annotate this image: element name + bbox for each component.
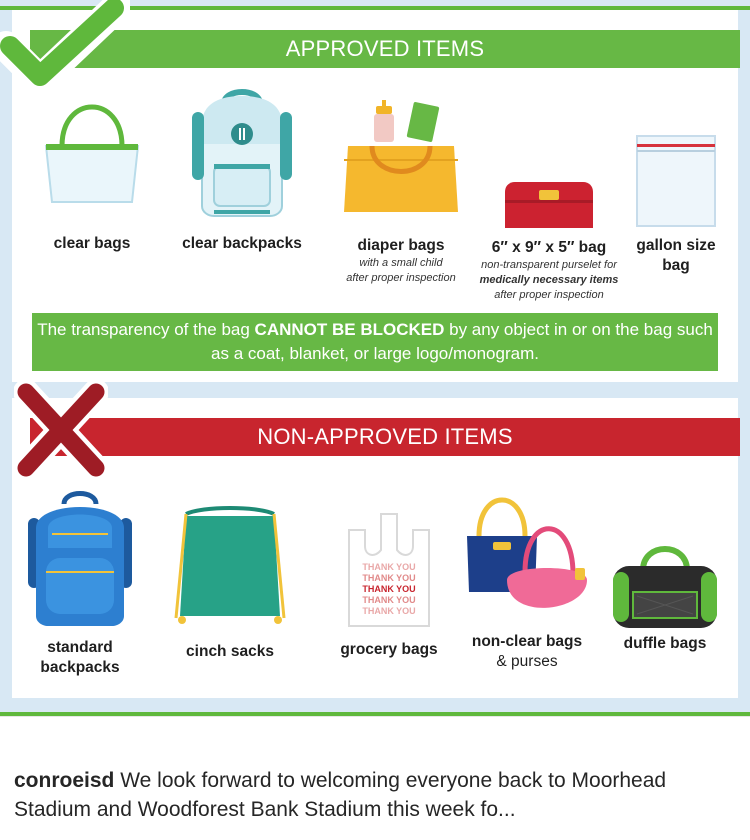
approved-title: APPROVED ITEMS	[285, 36, 485, 61]
post-caption	[14, 766, 744, 824]
diaper-bags-note-1: with a small child	[359, 257, 443, 269]
clear-bags-label: clear bags	[53, 235, 131, 252]
approved-item-clear-backpacks	[176, 84, 308, 254]
purses-label-1: non-clear bags	[471, 633, 583, 650]
approved-banner	[30, 30, 740, 68]
non-approved-item-purses	[460, 484, 594, 672]
duffle-bags-label: duffle bags	[623, 635, 707, 652]
small-bag-note-3: after proper inspection	[494, 289, 604, 301]
non-approved-item-grocery-bags	[326, 510, 452, 660]
notice-text-bold: CANNOT BE BLOCKED	[254, 320, 445, 339]
notice-text-post: by any object in or on the bag such as a coat, blanket, or large logo/monogram.	[211, 320, 713, 363]
clear-backpack-icon	[186, 84, 298, 218]
small-bag-note-bold: medically necessary items	[479, 274, 619, 286]
small-bag-note-1: non-transparent purselet for	[481, 259, 617, 271]
purse-icon	[463, 484, 591, 626]
grocery-bag-icon	[343, 510, 435, 628]
small-purse-icon	[501, 176, 597, 232]
small-bag-note-2	[474, 273, 624, 288]
non-approved-title: NON-APPROVED ITEMS	[257, 424, 513, 449]
approved-item-small-purse	[474, 176, 624, 303]
gallon-bag-label-2: bag	[662, 257, 690, 274]
non-approved-banner	[30, 418, 740, 456]
x-mark-icon	[14, 380, 108, 480]
post-caption-text: We look forward to welcoming everyone back to Moorhead Stadium and Woodforest Bank Stadium this week fo...	[14, 769, 667, 821]
grocery-bag-print-3: THANK YOU	[362, 584, 416, 594]
grocery-bag-print-5: THANK YOU	[362, 606, 416, 616]
non-approved-item-duffle-bags	[600, 540, 730, 654]
cinch-sacks-label: cinch sacks	[186, 643, 274, 660]
non-approved-item-standard-backpacks	[24, 488, 136, 678]
grocery-bag-print-1: THANK YOU	[362, 562, 416, 572]
approved-item-clear-bags	[30, 84, 154, 254]
grocery-bag-print-4: THANK YOU	[362, 595, 416, 605]
clear-backpacks-label: clear backpacks	[182, 235, 302, 252]
cinch-sack-icon	[168, 506, 292, 630]
standard-backpacks-label-2: backpacks	[40, 659, 120, 676]
diaper-bags-label: diaper bags	[357, 237, 445, 254]
standard-backpack-icon	[28, 488, 132, 628]
clear-tote-bag-icon	[36, 84, 148, 206]
transparency-notice	[32, 313, 718, 371]
diaper-bag-icon	[338, 100, 464, 218]
gallon-bag-icon	[635, 134, 717, 228]
diaper-bags-note-2: after proper inspection	[346, 272, 456, 284]
gallon-bag-label-1: gallon size	[636, 237, 716, 254]
grocery-bags-label: grocery bags	[340, 641, 438, 658]
approved-item-diaper-bags	[332, 100, 470, 286]
grocery-bag-print-2: THANK YOU	[362, 573, 416, 583]
post-username[interactable]: conroeisd	[14, 769, 115, 792]
approved-item-gallon-bag	[628, 134, 724, 276]
purses-label-2: & purses	[496, 653, 558, 670]
standard-backpacks-label-1: standard	[47, 639, 113, 656]
non-approved-item-cinch-sacks	[166, 506, 294, 662]
notice-text-pre: The transparency of the bag	[37, 320, 255, 339]
small-bag-label: 6″ x 9″ x 5″ bag	[491, 239, 607, 256]
duffle-bag-icon	[609, 540, 721, 630]
